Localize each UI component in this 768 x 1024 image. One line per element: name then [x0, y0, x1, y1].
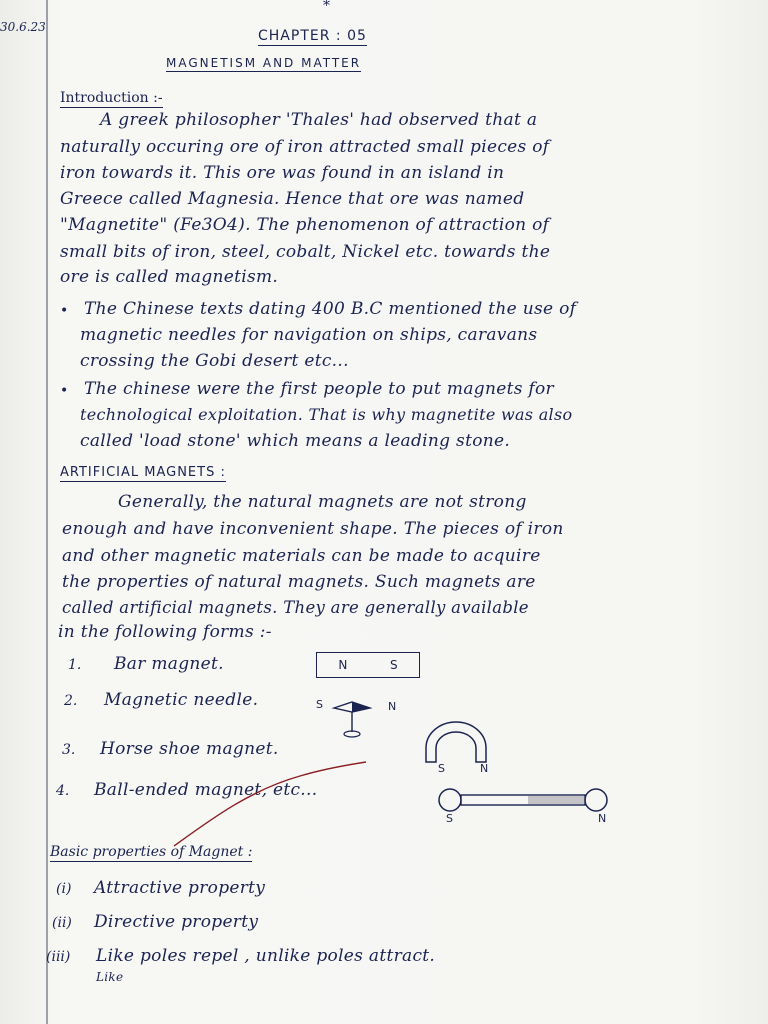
ball-ended-magnet-drawing [436, 784, 612, 816]
artificial-line-1: Generally, the natural magnets are not strong [118, 492, 527, 512]
artificial-line-5: called artificial magnets. They are generally available [62, 598, 529, 617]
date: 30.6.23 [0, 20, 46, 34]
intro-line-6: small bits of iron, steel, cobalt, Nickel etc. towards the [60, 242, 551, 262]
properties-heading: Basic properties of Magnet : [50, 844, 253, 860]
bullet1-line-3: crossing the Gobi desert etc... [80, 351, 349, 371]
chapter-title: CHAPTER : 05 [258, 28, 367, 44]
artificial-line-6: in the following forms :- [58, 622, 272, 642]
intro-line-2: naturally occuring ore of iron attracted small pieces of [60, 137, 550, 157]
intro-line-5: "Magnetite" (Fe3O4). The phenomenon of attraction of [60, 215, 550, 235]
intro-heading: Introduction :- [60, 90, 163, 106]
margin-line [46, 0, 48, 1024]
compass-needle-drawing [326, 694, 386, 740]
bar-s-label: S [390, 658, 398, 672]
artificial-heading: ARTIFICIAL MAGNETS : [60, 465, 226, 480]
bar-magnet-drawing [316, 652, 420, 678]
intro-line-4: Greece called Magnesia. Hence that ore was named [60, 189, 525, 209]
bullet2-line-1: The chinese were the first people to put magnets for [84, 379, 554, 399]
intro-line-3: iron towards it. This ore was found in an island in [60, 163, 505, 183]
artificial-line-2: enough and have inconvenient shape. The pieces of iron [62, 519, 564, 539]
item-bar-magnet: Bar magnet. [114, 654, 224, 674]
bullet1-line-2: magnetic needles for navigation on ships, caravans [80, 325, 538, 345]
property-attractive: Attractive property [94, 878, 266, 898]
bullet2-line-3: called 'load stone' which means a leading stone. [80, 431, 511, 451]
ball-n-label: N [598, 812, 607, 825]
needle-n-label: N [388, 700, 397, 713]
property-number: (ii) [52, 915, 72, 931]
item-number: 2. [64, 693, 78, 709]
horse-n-label: N [480, 762, 489, 775]
ball-s-label: S [446, 812, 453, 825]
star-mark: * [323, 0, 330, 14]
item-number: 4. [56, 783, 70, 799]
item-number: 1. [68, 657, 82, 673]
bar-n-label: N [338, 658, 348, 672]
horse-s-label: S [438, 762, 445, 775]
artificial-line-3: and other magnetic materials can be made to acquire [62, 546, 541, 566]
bullet2-line-2: technological exploitation. That is why magnetite was also [80, 405, 573, 424]
correction-like: Like [96, 970, 124, 984]
needle-s-label: S [316, 698, 323, 711]
item-ball-ended: Ball-ended magnet, etc... [94, 780, 318, 800]
red-pen-stroke [170, 760, 370, 850]
property-poles: Like poles repel , unlike poles attract. [96, 946, 436, 966]
property-number: (iii) [46, 949, 71, 965]
bullet1-line-1: The Chinese texts dating 400 B.C mentioned the use of [84, 299, 577, 319]
artificial-line-4: the properties of natural magnets. Such magnets are [62, 572, 536, 592]
bullet-marker: • [60, 383, 69, 399]
intro-line-7: ore is called magnetism. [60, 267, 279, 287]
item-horse-shoe: Horse shoe magnet. [100, 739, 279, 759]
item-number: 3. [62, 742, 76, 758]
property-number: (i) [56, 881, 72, 897]
chapter-subtitle: MAGNETISM AND MATTER [166, 56, 362, 70]
bullet-marker: • [60, 303, 69, 319]
intro-line-1: A greek philosopher 'Thales' had observed that a [100, 110, 538, 130]
item-magnetic-needle: Magnetic needle. [104, 690, 259, 710]
property-directive: Directive property [94, 912, 259, 932]
